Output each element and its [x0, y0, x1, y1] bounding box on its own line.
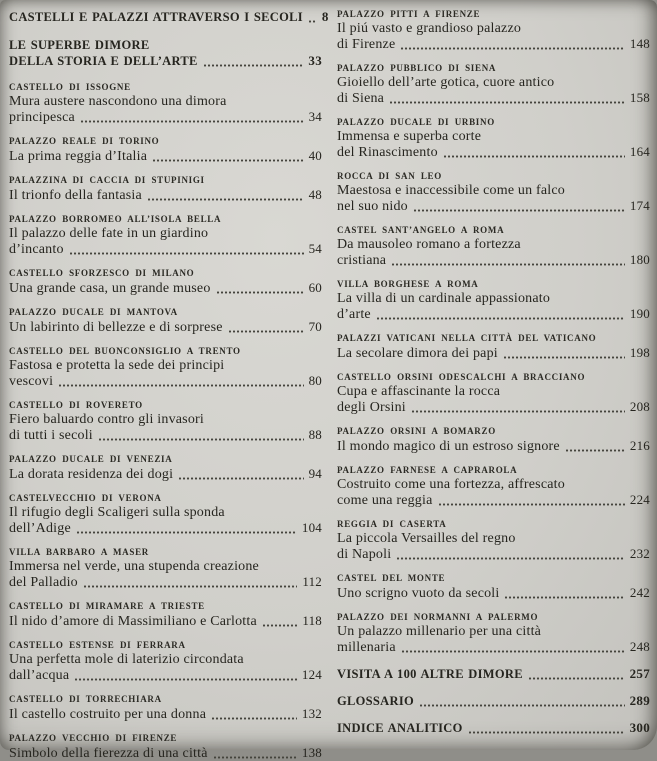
chapter-heading: REGGIA DI CASERTA [337, 519, 447, 529]
toc-chapter-entry [9, 601, 322, 629]
toc-chapter-entry [9, 307, 322, 335]
dot-leader [212, 717, 297, 720]
page-number: 257 [629, 666, 650, 681]
title-text: Fiero baluardo contro gli invasori [9, 412, 204, 427]
page-number: 174 [629, 198, 650, 213]
toc-chapter-entry [9, 454, 322, 482]
title-line [9, 280, 322, 296]
title-text: Un labirinto di bellezze e di sorprese [9, 320, 223, 335]
page-number: 224 [629, 492, 650, 507]
title-line [337, 438, 650, 454]
dot-leader [505, 596, 624, 599]
title-text: Immensa e superba corte [337, 129, 482, 144]
chapter-heading: VILLA BORGHESE A ROMA [337, 279, 479, 289]
title-line [9, 9, 329, 25]
chapter-heading: PALAZZO FARNESE A CAPRAROLA [337, 465, 518, 475]
title-line [337, 36, 650, 52]
toc-chapter-entry [337, 63, 650, 106]
chapter-heading: ROCCA DI SAN LEO [337, 171, 442, 181]
dot-leader [81, 120, 304, 123]
toc-chapter-entry [337, 372, 650, 415]
title-text: CASTELLI E PALAZZI ATTRAVERSO I SECOLI [9, 10, 303, 24]
title-line [337, 531, 650, 546]
toc-chapter-entry [337, 171, 650, 214]
title-text: del Rinascimento [337, 145, 438, 160]
title-text: dall’acqua [9, 668, 70, 683]
title-line [9, 94, 322, 109]
dot-leader [148, 198, 304, 201]
title-text: millenaria [337, 640, 396, 655]
page-number: 94 [308, 466, 322, 481]
toc-chapter-entry [9, 547, 322, 590]
page-number: 124 [301, 667, 322, 682]
toc-major-entry [337, 720, 650, 736]
title-line [9, 745, 322, 761]
chapter-heading: PALAZZO BORROMEO ALL’ISOLA BELLA [9, 214, 222, 224]
title-text: LE SUPERBE DIMORE [9, 38, 150, 52]
title-line [9, 241, 322, 257]
toc-column-right [337, 9, 650, 744]
title-line [9, 358, 322, 373]
toc-chapter-entry [9, 214, 322, 257]
chapter-heading: CASTELLO SFORZESCO DI MILANO [9, 268, 195, 278]
title-line [337, 291, 650, 306]
dot-leader [504, 356, 625, 359]
page-number: 118 [302, 613, 322, 628]
title-text: Una perfetta mole di laterizio circondata [9, 652, 244, 667]
title-text: del Palladio [9, 575, 78, 590]
title-text: Il rifugio degli Scaligeri sulla sponda [9, 505, 225, 520]
title-text: La piccola Versailles del regno [337, 531, 516, 546]
dot-leader [263, 624, 297, 627]
title-line [337, 693, 650, 709]
title-text: Uno scrigno vuoto da secoli [337, 586, 500, 601]
toc-chapter-entry [9, 400, 322, 443]
chapter-heading: CASTEL DEL MONTE [337, 573, 446, 583]
title-text: di Napoli [337, 547, 392, 562]
title-line [9, 427, 322, 443]
title-text: Cupa e affascinante la rocca [337, 384, 501, 399]
title-text: Simbolo della fierezza di una città [9, 746, 208, 761]
title-line [337, 477, 650, 492]
title-text: Il mondo magico di un estroso signore [337, 439, 560, 454]
chapter-heading: PALAZZO ORSINI A BOMARZO [337, 426, 496, 436]
chapter-heading: CASTELVECCHIO DI VERONA [9, 493, 162, 503]
title-text: GLOSSARIO [337, 694, 415, 708]
chapter-heading: CASTEL SANT’ANGELO A ROMA [337, 225, 505, 235]
dot-leader [229, 330, 304, 333]
title-line [337, 399, 650, 415]
page-number: 248 [629, 639, 650, 654]
dot-leader [377, 317, 625, 320]
chapter-heading: CASTELLO DI ISSOGNE [9, 82, 131, 92]
dot-leader [99, 438, 304, 441]
title-text: Mura austere nascondono una dimora [9, 94, 227, 109]
title-text: Da mausoleo romano a fortezza [337, 237, 521, 252]
title-text: d’arte [337, 307, 371, 322]
toc-chapter-entry [337, 573, 650, 601]
dot-leader [77, 531, 297, 534]
chapter-heading: PALAZZO PUBBLICO DI SIENA [337, 63, 497, 73]
title-line [9, 319, 322, 335]
dot-leader [444, 155, 625, 158]
title-line [337, 639, 650, 655]
title-text: Fastosa e protetta la sede dei principi [9, 358, 225, 373]
toc-chapter-entry [337, 426, 650, 454]
page-number: 40 [308, 148, 322, 163]
title-line [337, 144, 650, 160]
title-line [337, 384, 650, 399]
toc-chapter-entry [9, 346, 322, 389]
chapter-heading: VILLA BARBARO A MASER [9, 547, 149, 557]
dot-leader [397, 557, 625, 560]
title-text: degli Orsini [337, 400, 406, 415]
page-number: 104 [301, 520, 322, 535]
page-number: 148 [629, 36, 650, 51]
toc-chapter-entry [337, 9, 650, 52]
title-text: Un palazzo millenario per una città [337, 624, 542, 639]
chapter-heading: PALAZZO VECCHIO DI FIRENZE [9, 733, 178, 743]
chapter-heading: CASTELLO ESTENSE DI FERRARA [9, 640, 186, 650]
title-text: La villa di un cardinale appassionato [337, 291, 551, 306]
page-number: 190 [629, 306, 650, 321]
title-text: Il trionfo della fantasia [9, 188, 142, 203]
title-text: Il castello costruito per una donna [9, 707, 207, 722]
dot-leader [414, 209, 625, 212]
title-text: Il nido d’amore di Massimiliano e Carlotta [9, 614, 257, 629]
dot-leader [59, 384, 303, 387]
title-line [337, 585, 650, 601]
page-number: 158 [629, 90, 650, 105]
title-text: nel suo nido [337, 199, 408, 214]
title-text: VISITA A 100 ALTRE DIMORE [337, 667, 523, 681]
toc-chapter-entry [9, 175, 322, 203]
dot-leader [439, 503, 625, 506]
toc-columns [9, 9, 650, 761]
toc-major-entry [9, 9, 329, 25]
title-line [337, 183, 650, 198]
page-number: 132 [301, 706, 322, 721]
dot-leader [401, 47, 625, 50]
page-number: 112 [302, 574, 322, 589]
dot-leader [84, 585, 297, 588]
page-number: 34 [308, 109, 322, 124]
page-number: 88 [308, 427, 322, 442]
page-number: 70 [308, 319, 322, 334]
title-line [9, 187, 322, 203]
dot-leader [204, 64, 304, 67]
page-number: 289 [629, 693, 650, 708]
chapter-heading: PALAZZO PITTI A FIRENZE [337, 9, 481, 19]
dot-leader [70, 252, 304, 255]
page-number: 33 [308, 53, 322, 68]
toc-chapter-entry [337, 279, 650, 322]
dot-leader [420, 704, 625, 707]
title-line [337, 198, 650, 214]
dot-leader [402, 650, 625, 653]
page-number: 8 [321, 9, 329, 24]
title-text: DELLA STORIA E DELL’ARTE [9, 54, 198, 68]
dot-leader [179, 477, 303, 480]
title-text: come una reggia [337, 493, 433, 508]
chapter-heading: CASTELLO DI ROVERETO [9, 400, 143, 410]
title-text: Una grande casa, un grande museo [9, 281, 211, 296]
chapter-heading: PALAZZINA DI CACCIA DI STUPINIGI [9, 175, 205, 185]
chapter-heading: CASTELLO DEL BUONCONSIGLIO A TRENTO [9, 346, 241, 356]
toc-chapter-entry [337, 117, 650, 160]
title-line [9, 652, 322, 667]
chapter-heading: PALAZZO DUCALE DI MANTOVA [9, 307, 178, 317]
toc-chapter-entry [337, 519, 650, 562]
toc-major-entry [9, 38, 322, 69]
chapter-heading: PALAZZO DUCALE DI URBINO [337, 117, 495, 127]
title-line [337, 546, 650, 562]
title-line [9, 148, 322, 164]
title-line [337, 129, 650, 144]
page-number: 48 [308, 187, 322, 202]
title-text: La prima reggia d’Italia [9, 149, 148, 164]
dot-leader [153, 159, 303, 162]
title-line [9, 466, 322, 482]
dot-leader [390, 101, 625, 104]
page-number: 54 [308, 241, 322, 256]
toc-major-entry [337, 666, 650, 682]
toc-chapter-entry [9, 136, 322, 164]
toc-chapter-entry [9, 733, 322, 761]
chapter-heading: CASTELLO DI MIRAMARE A TRIESTE [9, 601, 205, 611]
title-line [9, 412, 322, 427]
title-text: d’incanto [9, 242, 64, 257]
toc-chapter-entry [9, 640, 322, 683]
toc-column-left [9, 9, 329, 761]
toc-chapter-entry [337, 225, 650, 268]
title-line [9, 667, 322, 683]
toc-chapter-entry [9, 493, 322, 536]
title-line [9, 109, 322, 125]
chapter-heading: PALAZZI VATICANI NELLA CITTÀ DEL VATICANO [337, 333, 597, 343]
page-number: 180 [629, 252, 650, 267]
title-line [337, 90, 650, 106]
page-number: 164 [629, 144, 650, 159]
chapter-heading: CASTELLO ORSINI ODESCALCHI A BRACCIANO [337, 372, 586, 382]
title-line [9, 226, 322, 241]
title-line [337, 237, 650, 252]
title-line [337, 306, 650, 322]
title-text: di Firenze [337, 37, 396, 52]
title-line [9, 38, 322, 53]
title-line [9, 613, 322, 629]
title-line [9, 520, 322, 536]
title-line [337, 252, 650, 268]
page-number: 80 [308, 373, 322, 388]
toc-chapter-entry [9, 694, 322, 722]
title-text: Costruito come una fortezza, affrescato [337, 477, 565, 492]
page-number: 198 [629, 345, 650, 360]
title-line [337, 666, 650, 682]
dot-leader [309, 20, 317, 23]
title-text: Maestosa e inaccessibile come un falco [337, 183, 566, 198]
page-number: 208 [629, 399, 650, 414]
title-line [9, 373, 322, 389]
chapter-heading: PALAZZO DUCALE DI VENEZIA [9, 454, 173, 464]
toc-chapter-entry [337, 465, 650, 508]
title-line [337, 624, 650, 639]
title-text: di Siena [337, 91, 385, 106]
title-text: La secolare dimora dei papi [337, 346, 498, 361]
page-number: 216 [629, 438, 650, 453]
title-line [9, 574, 322, 590]
toc-chapter-entry [9, 268, 322, 296]
chapter-heading: CASTELLO DI TORRECHIARA [9, 694, 162, 704]
title-text: cristiana [337, 253, 387, 268]
title-line [9, 505, 322, 520]
title-line [337, 345, 650, 361]
page-number: 232 [629, 546, 650, 561]
page-number: 138 [301, 745, 322, 760]
toc-major-entry [337, 693, 650, 709]
dot-leader [566, 449, 625, 452]
page-number: 242 [629, 585, 650, 600]
dot-leader [412, 410, 625, 413]
title-text: dell’Adige [9, 521, 71, 536]
title-text: Il palazzo delle fate in un giardino [9, 226, 209, 241]
dot-leader [392, 263, 625, 266]
dot-leader [214, 756, 297, 759]
title-line [9, 559, 322, 574]
title-text: INDICE ANALITICO [337, 721, 463, 735]
chapter-heading: PALAZZO REALE DI TORINO [9, 136, 160, 146]
title-text: di tutti i secoli [9, 428, 93, 443]
title-text: vescovi [9, 374, 54, 389]
dot-leader [529, 677, 625, 680]
title-text: Gioiello dell’arte gotica, cuore antico [337, 75, 555, 90]
title-line [337, 21, 650, 36]
dot-leader [469, 731, 625, 734]
page-number: 300 [629, 720, 650, 735]
toc-chapter-entry [9, 82, 322, 125]
chapter-heading: PALAZZO DEI NORMANNI A PALERMO [337, 612, 539, 622]
title-text: Immersa nel verde, una stupenda creazione [9, 559, 259, 574]
toc-chapter-entry [337, 612, 650, 655]
title-line [337, 75, 650, 90]
page-number: 60 [308, 280, 322, 295]
title-text: principesca [9, 110, 75, 125]
title-line [9, 53, 322, 69]
title-line [337, 492, 650, 508]
title-text: La dorata residenza dei dogi [9, 467, 174, 482]
dot-leader [217, 291, 304, 294]
title-line [9, 706, 322, 722]
title-text: Il piú vasto e grandioso palazzo [337, 21, 522, 36]
dot-leader [75, 678, 297, 681]
toc-chapter-entry [337, 333, 650, 361]
title-line [337, 720, 650, 736]
